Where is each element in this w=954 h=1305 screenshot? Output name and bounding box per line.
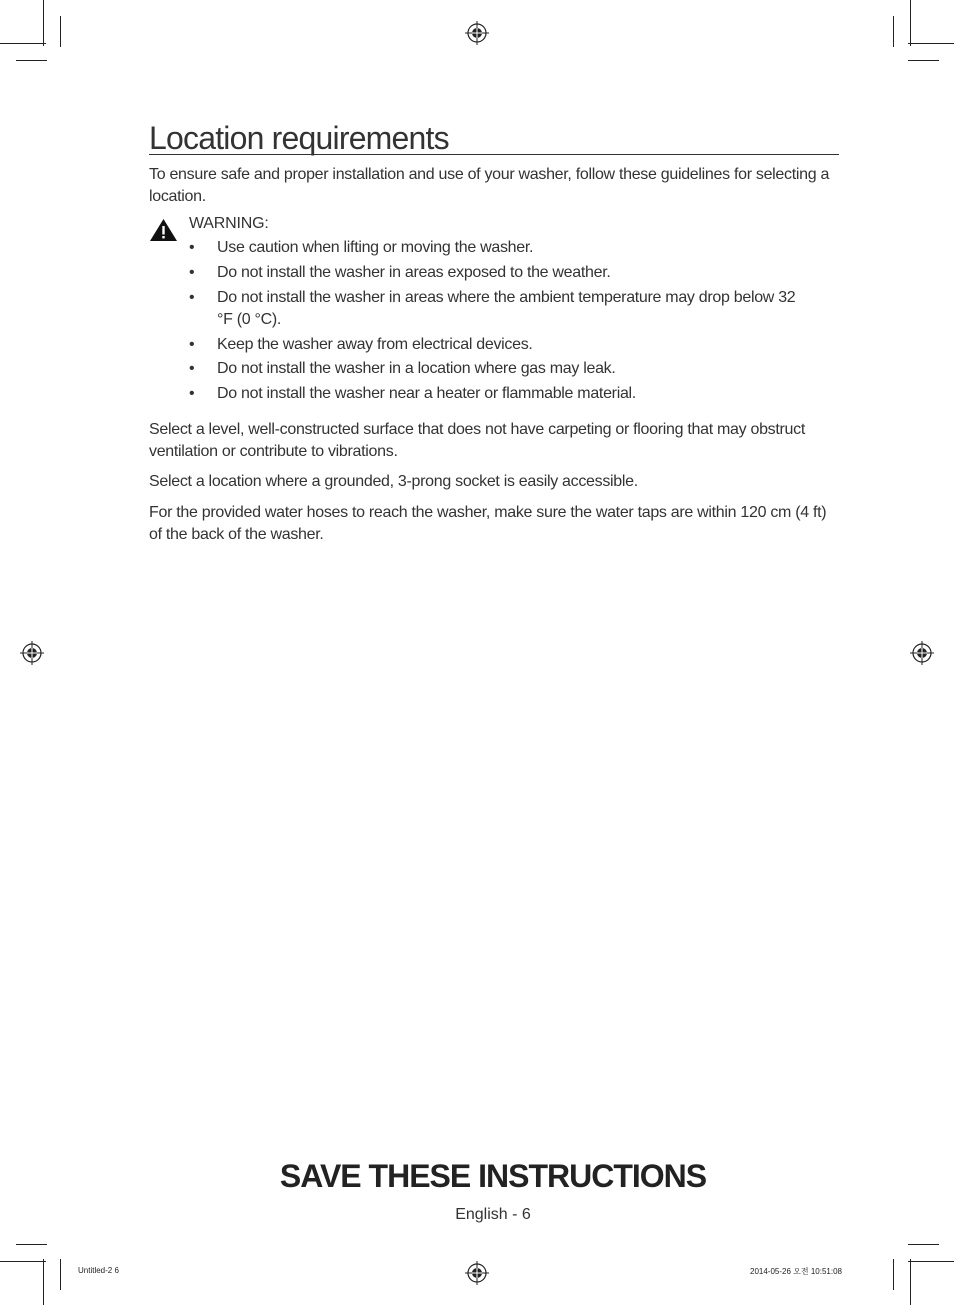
bullet-icon: • [189, 239, 195, 256]
warning-item-text: Do not install the washer in a location where gas may leak. [217, 360, 616, 377]
bullet-icon: • [189, 385, 195, 402]
intro-paragraph: To ensure safe and proper installation and use of your washer, follow these guidelines for selecting a location. [149, 166, 830, 205]
warning-item-text: Do not install the washer in areas exposed to the weather. [217, 264, 611, 281]
warning-item-text: Use caution when lifting or moving the washer. [217, 239, 534, 256]
print-slug-right: 2014-05-26 오전 10:51:08 [750, 1267, 842, 1276]
warning-item-text: Keep the washer away from electrical devices. [217, 336, 533, 353]
registration-mark-icon [465, 1261, 489, 1285]
registration-mark-icon [20, 641, 44, 665]
body-paragraph: Select a location where a grounded, 3-prong socket is easily accessible. [149, 473, 638, 490]
body-paragraph: For the provided water hoses to reach the washer, make sure the water taps are within 120 cm (4 ft) of the back of the washer. [149, 504, 827, 543]
page-number: English - 6 [455, 1206, 531, 1223]
body-paragraph: Select a level, well-constructed surface that does not have carpeting or flooring that may obstruct ventilation or contribute to vibrations. [149, 421, 805, 460]
bullet-icon: • [189, 336, 195, 353]
print-slug-left: Untitled-2 6 [78, 1266, 119, 1275]
warning-label: WARNING: [189, 215, 269, 232]
registration-mark-icon [465, 21, 489, 45]
bullet-icon: • [189, 360, 195, 377]
registration-mark-icon [910, 641, 934, 665]
footer-heading: SAVE THESE INSTRUCTIONS [279, 1158, 707, 1194]
warning-item-text: Do not install the washer near a heater or flammable material. [217, 385, 636, 402]
warning-item-text: Do not install the washer in areas where the ambient temperature may drop below 32 °F (0 °C). [217, 289, 796, 328]
warning-triangle-icon [149, 218, 178, 242]
bullet-icon: • [189, 289, 195, 306]
bullet-icon: • [189, 264, 195, 281]
page-title: Location requirements [149, 118, 839, 155]
